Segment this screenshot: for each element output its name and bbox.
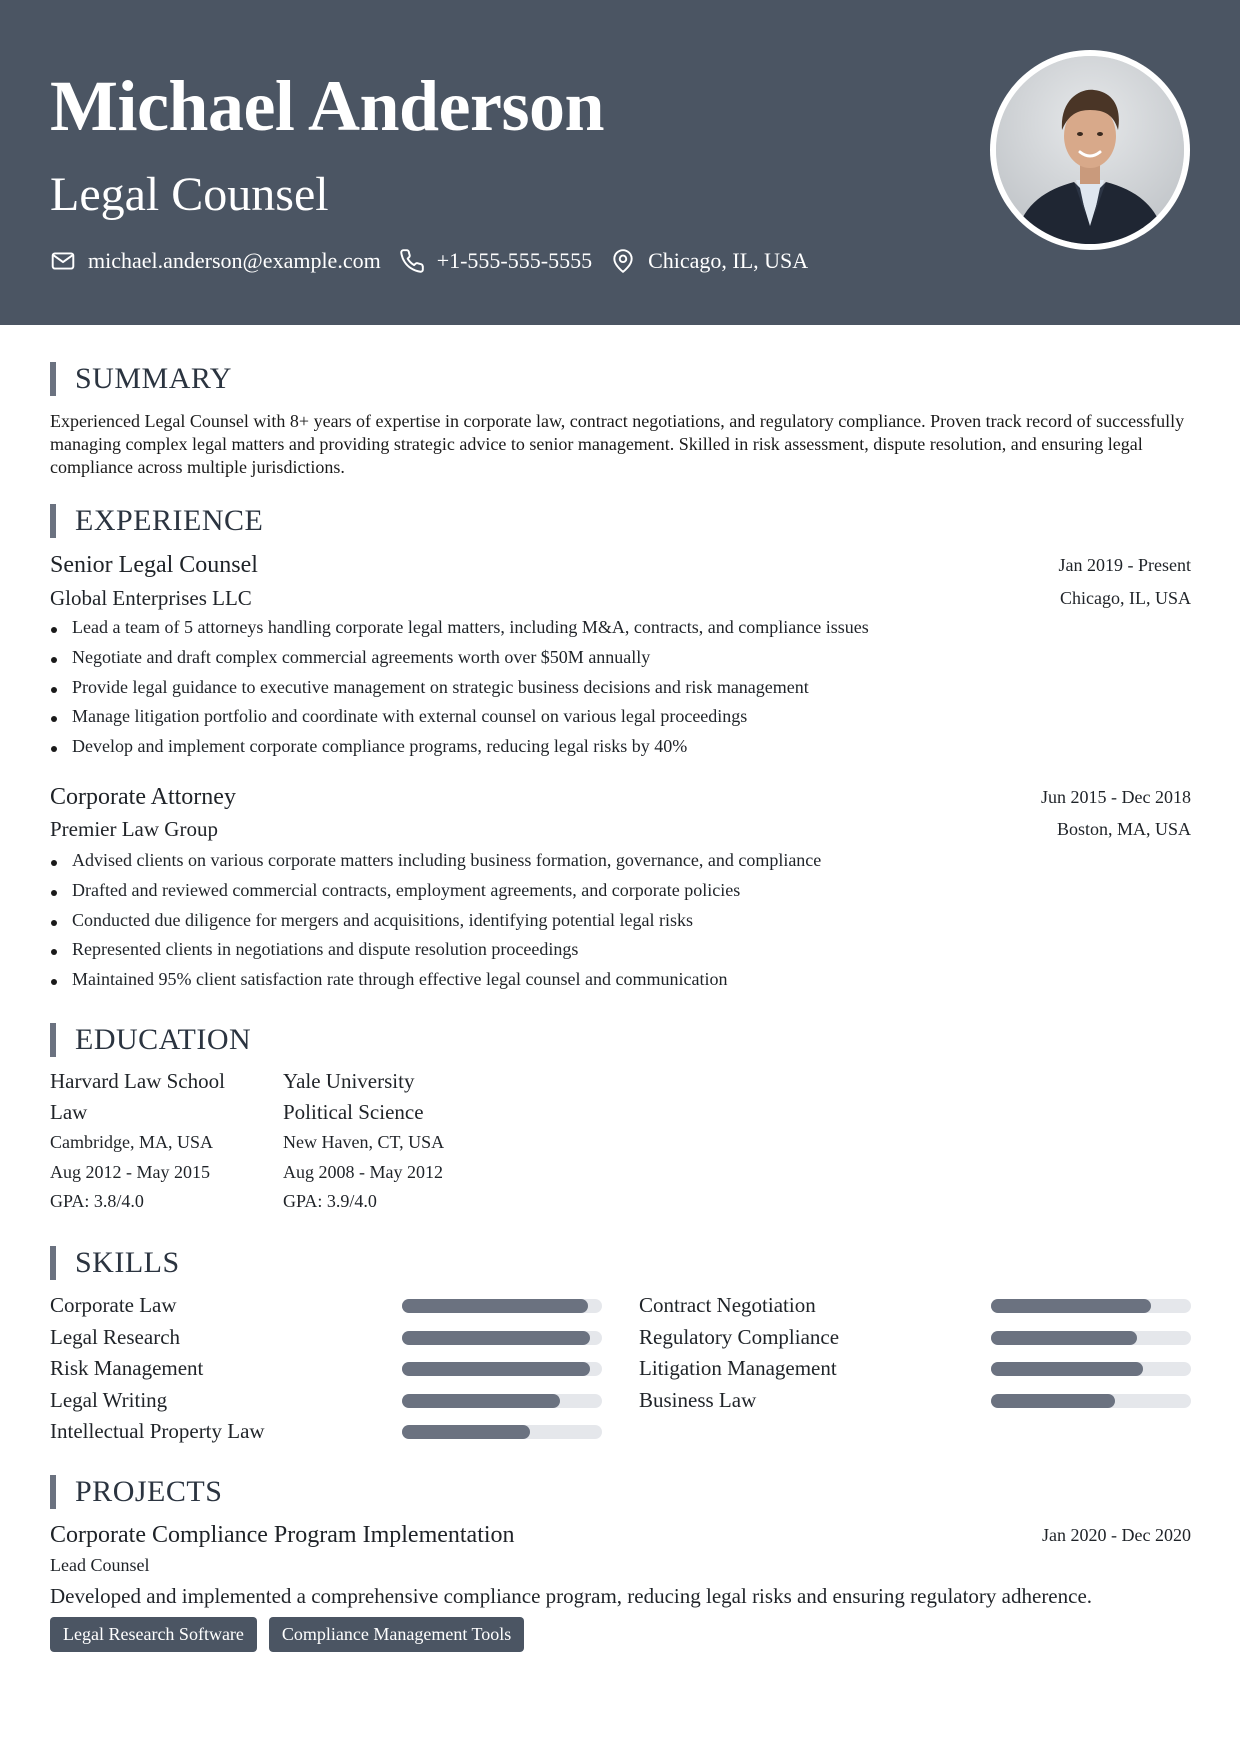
skill-level-bar [402,1362,602,1376]
profile-photo [996,56,1184,244]
job-company: Premier Law Group [50,817,218,841]
list-item: Maintained 95% client satisfaction rate through effective legal counsel and communication [50,965,1150,995]
skill-name: Business Law [639,1387,757,1412]
skill-name: Corporate Law [50,1293,177,1317]
email-text[interactable]: michael.anderson@example.com [88,248,381,273]
skill-name: Litigation Management [639,1356,837,1380]
list-item: Represented clients in negotiations and dispute resolution proceedings [50,935,1150,965]
school-dates: Aug 2012 - May 2015 [50,1161,210,1182]
skill-level-fill [991,1394,1115,1408]
job-title: Senior Legal Counsel [50,552,258,578]
location-text: Chicago, IL, USA [648,248,809,273]
list-item: Advised clients on various corporate matters including business formation, governance, and compliance [50,846,1150,876]
skill-level-bar [402,1331,602,1345]
list-item: Develop and implement corporate compliance programs, reducing legal risks by 40% [50,732,1150,762]
education-heading: EDUCATION [50,1023,251,1057]
school-name: Harvard Law School [50,1069,225,1093]
education-entry [283,1066,444,1217]
job-location: Chicago, IL, USA [1060,588,1191,608]
project-tag: Legal Research Software [50,1617,257,1652]
school-gpa: GPA: 3.9/4.0 [283,1191,377,1211]
skill-level-fill [402,1362,590,1376]
resume-header [0,0,1240,325]
project-description: Developed and implemented a comprehensive compliance program, reducing legal risks and ensuring regulatory adherence. [50,1584,1093,1608]
field-of-study: Law [50,1100,88,1124]
skill-name: Risk Management [50,1356,204,1380]
list-item: Lead a team of 5 attorneys handling corporate legal matters, including M&A, contracts, and compliance issues [50,613,1150,643]
list-item: Conducted due diligence for mergers and acquisitions, identifying potential legal risks [50,906,1150,936]
skill-level-bar [402,1394,602,1408]
candidate-name: Michael Anderson [50,66,605,146]
skill-name: Intellectual Property Law [50,1419,265,1443]
school-location: New Haven, CT, USA [283,1132,445,1152]
contact-phone[interactable] [399,246,592,276]
skill-name: Legal Research [50,1324,181,1349]
summary-text: Experienced Legal Counsel with 8+ years of expertise in corporate law, contract negotiations, and regulatory compliance. Proven track record of successfully managing complex legal matters and providing strategic advice to senior management. Skilled in risk assessment, dispute resolution, and ensuring legal compliance across multiple jurisdictions. [50,411,1185,477]
skill-level-fill [402,1299,588,1313]
skill-name: Contract Negotiation [639,1293,816,1317]
skill-level-fill [402,1425,530,1439]
skill-level-fill [991,1331,1137,1345]
job-dates: Jan 2019 - Present [1058,555,1191,575]
contact-location [610,246,808,276]
phone-text[interactable]: +1-555-555-5555 [436,248,593,273]
school-name: Yale University [283,1069,415,1093]
candidate-title: Legal Counsel [50,168,329,221]
project-dates: Jan 2020 - Dec 2020 [1042,1525,1191,1545]
list-item: Drafted and reviewed commercial contracts, employment agreements, and corporate policies [50,876,1150,906]
skills-heading: SKILLS [50,1246,180,1280]
summary-heading: SUMMARY [50,362,232,396]
mail-icon [50,248,76,274]
job-bullets [50,846,1150,995]
skill-level-fill [991,1362,1143,1376]
education-entry [50,1066,225,1217]
contact-info [50,246,826,276]
job-company: Global Enterprises LLC [50,586,252,610]
experience-heading: EXPERIENCE [50,504,263,538]
map-pin-icon [610,248,636,274]
job-title: Corporate Attorney [50,784,236,810]
skill-level-bar [991,1394,1191,1408]
job-location: Boston, MA, USA [1056,819,1191,839]
job-bullets [50,613,1150,762]
school-gpa: GPA: 3.8/4.0 [50,1191,144,1211]
avatar [990,50,1190,250]
list-item: Manage litigation portfolio and coordinate with external counsel on various legal proceedings [50,702,1150,732]
list-item: Provide legal guidance to executive management on strategic business decisions and risk management [50,673,1150,703]
school-location: Cambridge, MA, USA [50,1132,213,1152]
skill-level-fill [991,1299,1151,1313]
skill-level-bar [991,1331,1191,1345]
list-item: Negotiate and draft complex commercial agreements worth over $50M annually [50,643,1150,673]
skill-name: Regulatory Compliance [639,1324,840,1349]
project-role: Lead Counsel [50,1555,150,1575]
project-tag: Compliance Management Tools [269,1617,524,1652]
project-title: Corporate Compliance Program Implementation [50,1522,515,1548]
school-dates: Aug 2008 - May 2012 [283,1161,443,1182]
projects-heading: PROJECTS [50,1475,222,1509]
skill-level-bar [402,1425,602,1439]
person-portrait-icon [996,56,1184,244]
skill-level-bar [991,1299,1191,1313]
skill-level-bar [991,1362,1191,1376]
skill-level-bar [402,1299,602,1313]
project-tags [50,1617,536,1652]
skill-level-fill [402,1394,560,1408]
field-of-study: Political Science [283,1100,424,1124]
phone-icon [399,248,425,274]
contact-email[interactable] [50,246,381,276]
skill-level-fill [402,1331,590,1345]
job-dates: Jun 2015 - Dec 2018 [1041,787,1191,807]
skill-name: Legal Writing [50,1387,168,1412]
